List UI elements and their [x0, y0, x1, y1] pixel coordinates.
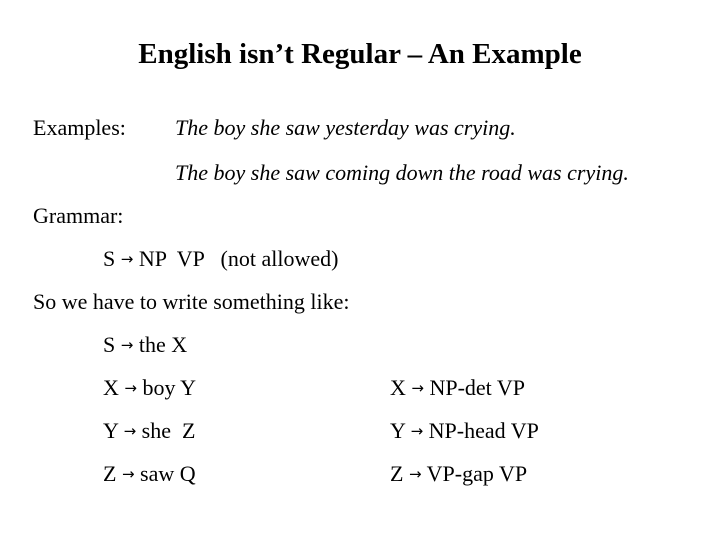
example-sentence-2: The boy she saw coming down the road was crying.	[175, 160, 629, 185]
arrow-icon: →	[411, 379, 424, 397]
slide-title: English isn’t Regular – An Example	[138, 38, 582, 70]
example-sentence-1: The boy she saw yesterday was crying.	[175, 115, 516, 140]
rule-rhs: NP-head VP	[428, 418, 539, 443]
rule-lhs: Z	[390, 461, 404, 486]
rule-lhs: Z	[103, 461, 117, 486]
rule-rhs: she Z	[141, 418, 196, 443]
rule-lhs: X	[390, 375, 406, 400]
rule-lhs: Y	[103, 418, 119, 443]
rule-left-1	[103, 334, 187, 356]
rule-left-2	[103, 377, 196, 399]
arrow-icon: →	[121, 465, 135, 483]
rule-lhs: S	[103, 246, 116, 271]
rule-lhs: X	[103, 375, 119, 400]
arrow-icon: →	[120, 336, 134, 354]
rule-right-1	[390, 377, 525, 399]
rule-right-3	[390, 463, 527, 485]
rule-not-allowed	[103, 248, 338, 270]
arrow-icon: →	[123, 422, 137, 440]
rule-lhs: Y	[390, 418, 406, 443]
rule-rhs: the X	[138, 332, 188, 357]
rule-rhs: VP-gap VP	[426, 461, 528, 486]
arrow-icon: →	[410, 422, 424, 440]
rule-rhs: NP VP (not allowed)	[138, 246, 339, 271]
rule-lhs: S	[103, 332, 116, 357]
arrow-icon: →	[124, 379, 137, 397]
rule-left-4	[103, 463, 196, 485]
grammar-label: Grammar:	[33, 203, 124, 228]
rule-rhs: boy Y	[142, 375, 197, 400]
arrow-icon: →	[120, 250, 134, 268]
rule-right-2	[390, 420, 539, 442]
rule-rhs: NP-det VP	[429, 375, 526, 400]
rule-rhs: saw Q	[140, 461, 196, 486]
rule-left-3	[103, 420, 195, 442]
so-text: So we have to write something like:	[33, 289, 350, 314]
arrow-icon: →	[408, 465, 422, 483]
examples-label: Examples:	[33, 115, 126, 140]
